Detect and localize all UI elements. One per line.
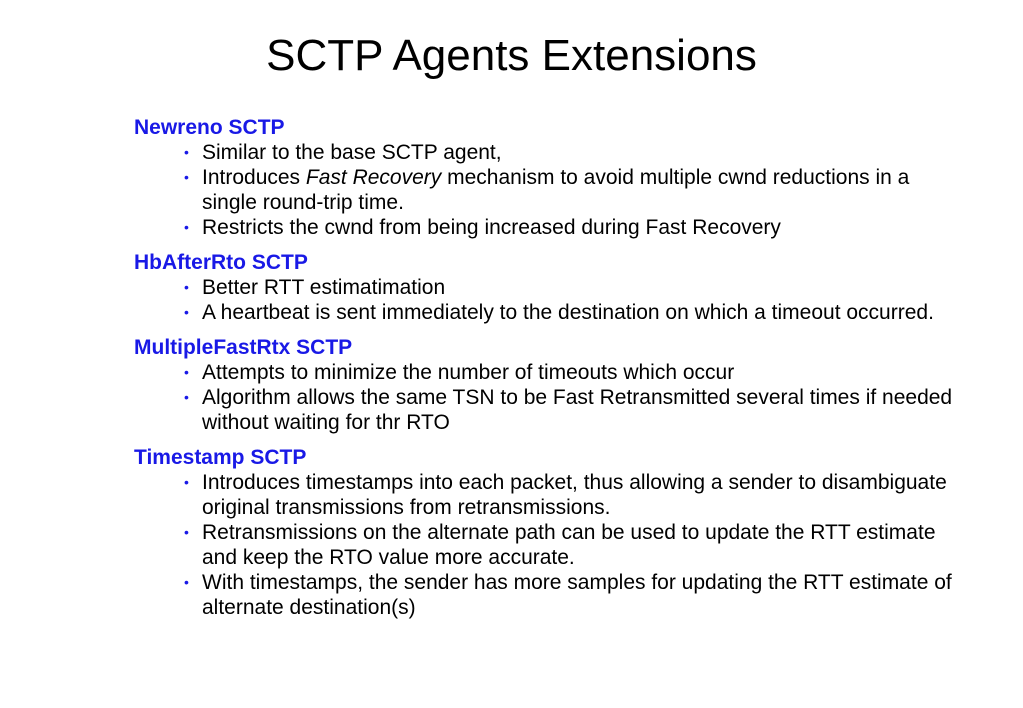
bullet-text: Better RTT estimatimation [202, 276, 446, 299]
bullet-text: Restricts the cwnd from being increased during Fast Recovery [202, 216, 781, 239]
bullet-icon: • [184, 144, 189, 160]
bullet-icon: • [184, 169, 189, 185]
bullet-item [184, 275, 964, 300]
bullet-icon: • [184, 524, 189, 540]
bullet-text-pre: Introduces [202, 166, 306, 189]
bullet-icon: • [184, 389, 189, 405]
bullet-icon: • [184, 279, 189, 295]
section-heading: MultipleFastRtx SCTP [134, 336, 353, 359]
bullet-item [184, 360, 964, 385]
bullet-item [184, 385, 964, 435]
bullet-icon: • [184, 304, 189, 320]
bullet-text: Algorithm allows the same TSN to be Fast Retransmitted several times if needed without waiting for thr RTO [202, 386, 953, 434]
bullet-item [184, 570, 964, 620]
bullet-list [134, 275, 964, 325]
bullet-text: A heartbeat is sent immediately to the destination on which a timeout occurred. [202, 301, 934, 324]
bullet-text: Attempts to minimize the number of timeouts which occur [202, 361, 735, 384]
section-heading: Timestamp SCTP [134, 446, 307, 469]
bullet-item [184, 215, 964, 240]
bullet-item [184, 165, 964, 215]
bullet-item [184, 520, 964, 570]
bullet-text: Similar to the base SCTP agent, [202, 141, 502, 164]
bullet-list [134, 470, 964, 620]
bullet-icon: • [184, 364, 189, 380]
bullet-item [184, 140, 964, 165]
section-heading: Newreno SCTP [134, 116, 285, 139]
bullet-list [134, 140, 964, 240]
bullet-text-emphasis: Fast Recovery [305, 166, 442, 189]
bullet-list [134, 360, 964, 435]
slide-title: SCTP Agents Extensions [266, 31, 757, 80]
section-timestamp [134, 446, 964, 620]
bullet-text: With timestamps, the sender has more samples for updating the RTT estimate of alternate destination(s) [202, 571, 952, 619]
section-newreno [134, 116, 964, 240]
bullet-text: Introduces timestamps into each packet, thus allowing a sender to disambiguate original transmissions from retransmissions. [202, 471, 947, 519]
bullet-icon: • [184, 574, 189, 590]
bullet-item [184, 300, 964, 325]
bullet-icon: • [184, 219, 189, 235]
bullet-text: Retransmissions on the alternate path can be used to update the RTT estimate and keep the RTO value more accurate. [202, 521, 936, 569]
bullet-item [184, 470, 964, 520]
section-hbafterrto [134, 251, 964, 325]
bullet-text-post: mechanism to avoid multiple cwnd reductions in a single round-trip time. [202, 166, 910, 214]
bullet-icon: • [184, 474, 189, 490]
section-heading: HbAfterRto SCTP [134, 251, 308, 274]
slide-content [134, 116, 964, 631]
section-multiplefastrtx [134, 336, 964, 435]
